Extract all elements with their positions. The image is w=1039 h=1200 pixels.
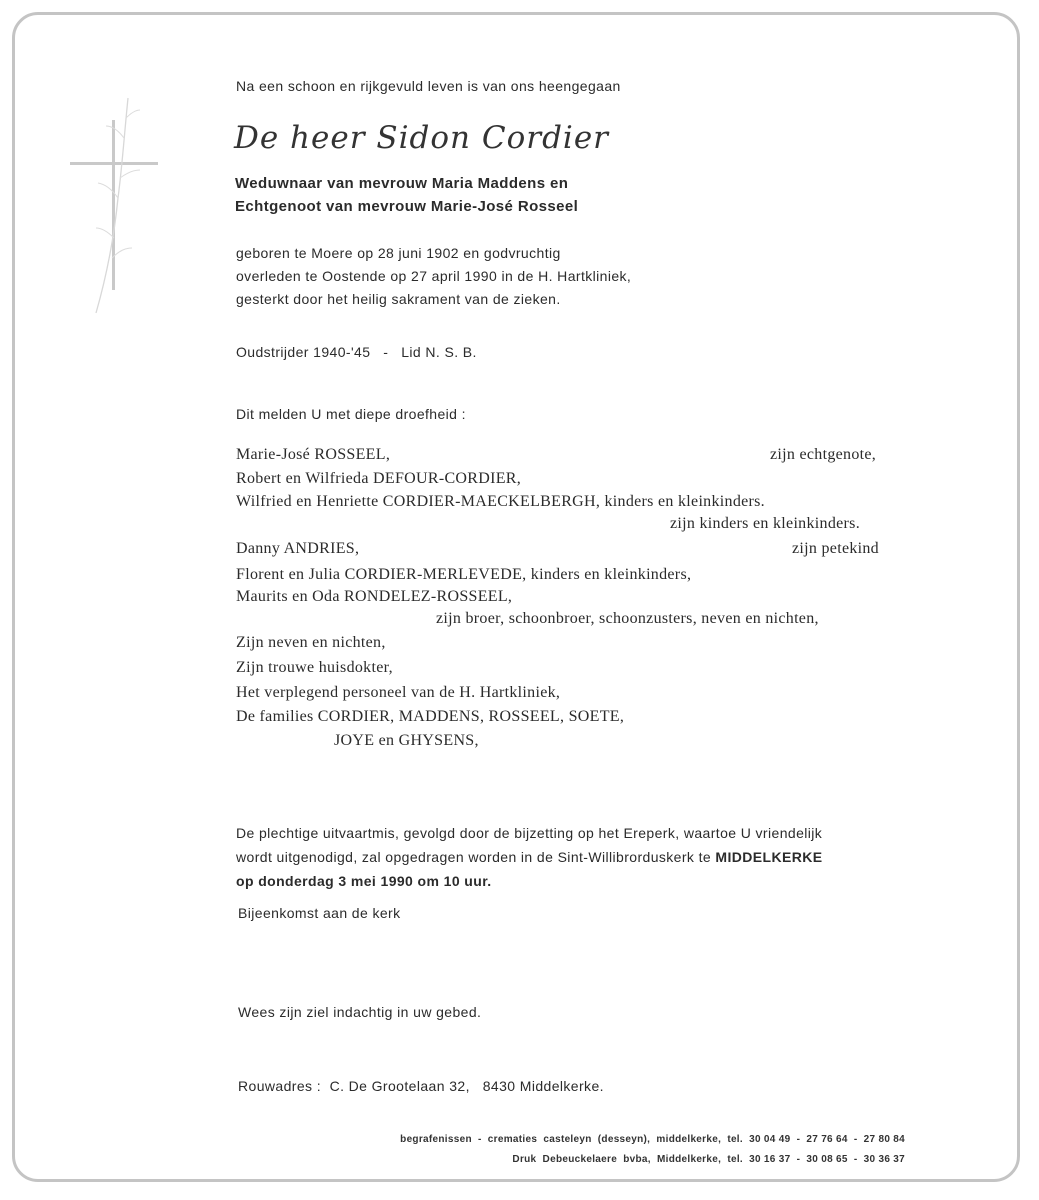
family-row-4-right: zijn kinders en kleinkinders. (670, 515, 860, 532)
footer-line-1: begrafenissen - crematies casteleyn (desseyn), middelkerke, tel. 30 04 49 - 27 76 64 - 27 80 84 (400, 1134, 905, 1145)
family-row-5-left: Danny ANDRIES, (236, 540, 360, 557)
deceased-name: De heer Sidon Cordier (234, 120, 609, 156)
intro-text: Na een schoon en rijkgevuld leven is van ons heengegaan (236, 78, 621, 94)
family-row-9: Zijn neven en nichten, (236, 634, 386, 651)
family-row-3: Wilfried en Henriette CORDIER-MAECKELBERGH, kinders en kleinkinders. (236, 493, 765, 510)
family-row-7: Maurits en Oda RONDELEZ-ROSSEEL, (236, 588, 513, 605)
family-row-10: Zijn trouwe huisdokter, (236, 659, 393, 676)
cross-with-branch-icon (66, 88, 166, 318)
funeral-line-2 (236, 849, 822, 865)
prayer-text: Wees zijn ziel indachtig in uw gebed. (238, 1004, 482, 1020)
widower-line: Weduwnaar van mevrouw Maria Maddens en (235, 175, 569, 192)
funeral-place: MIDDELKERKE (715, 849, 823, 865)
family-row-1-left: Marie-José ROSSEEL, (236, 446, 391, 463)
funeral-date: op donderdag 3 mei 1990 om 10 uur. (236, 873, 492, 889)
spouse-line: Echtgenoot van mevrouw Marie-José Rosseel (235, 198, 579, 215)
family-row-11: Het verplegend personeel van de H. Hartkliniek, (236, 684, 561, 701)
family-row-12: De families CORDIER, MADDENS, ROSSEEL, SOETE, (236, 708, 625, 725)
family-row-6: Florent en Julia CORDIER-MERLEVEDE, kinders en kleinkinders, (236, 566, 692, 583)
family-row-13: JOYE en GHYSENS, (334, 732, 479, 749)
family-row-2: Robert en Wilfrieda DEFOUR-CORDIER, (236, 470, 522, 487)
funeral-line-1: De plechtige uitvaartmis, gevolgd door de bijzetting op het Ereperk, waartoe U vriendelijk (236, 825, 823, 841)
birth-line-3: gesterkt door het heilig sakrament van de zieken. (236, 291, 561, 307)
gathering-text: Bijeenkomst aan de kerk (238, 905, 401, 921)
veteran-line: Oudstrijder 1940-'45 - Lid N. S. B. (236, 344, 477, 360)
birth-line-1: geboren te Moere op 28 juni 1902 en godvruchtig (236, 245, 561, 261)
address-text: Rouwadres : C. De Grootelaan 32, 8430 Middelkerke. (238, 1078, 604, 1094)
funeral-line-2-text: wordt uitgenodigd, zal opgedragen worden in de Sint-Willibrorduskerk te (236, 849, 716, 865)
footer-line-2: Druk Debeuckelaere bvba, Middelkerke, tel. 30 16 37 - 30 08 65 - 30 36 37 (512, 1154, 905, 1165)
family-row-8-right: zijn broer, schoonbroer, schoonzusters, neven en nichten, (436, 610, 819, 627)
family-row-1-right: zijn echtgenote, (770, 446, 877, 463)
announce-text: Dit melden U met diepe droefheid : (236, 406, 466, 422)
family-row-5-right: zijn petekind (792, 540, 879, 557)
birth-line-2: overleden te Oostende op 27 april 1990 in de H. Hartkliniek, (236, 268, 632, 284)
